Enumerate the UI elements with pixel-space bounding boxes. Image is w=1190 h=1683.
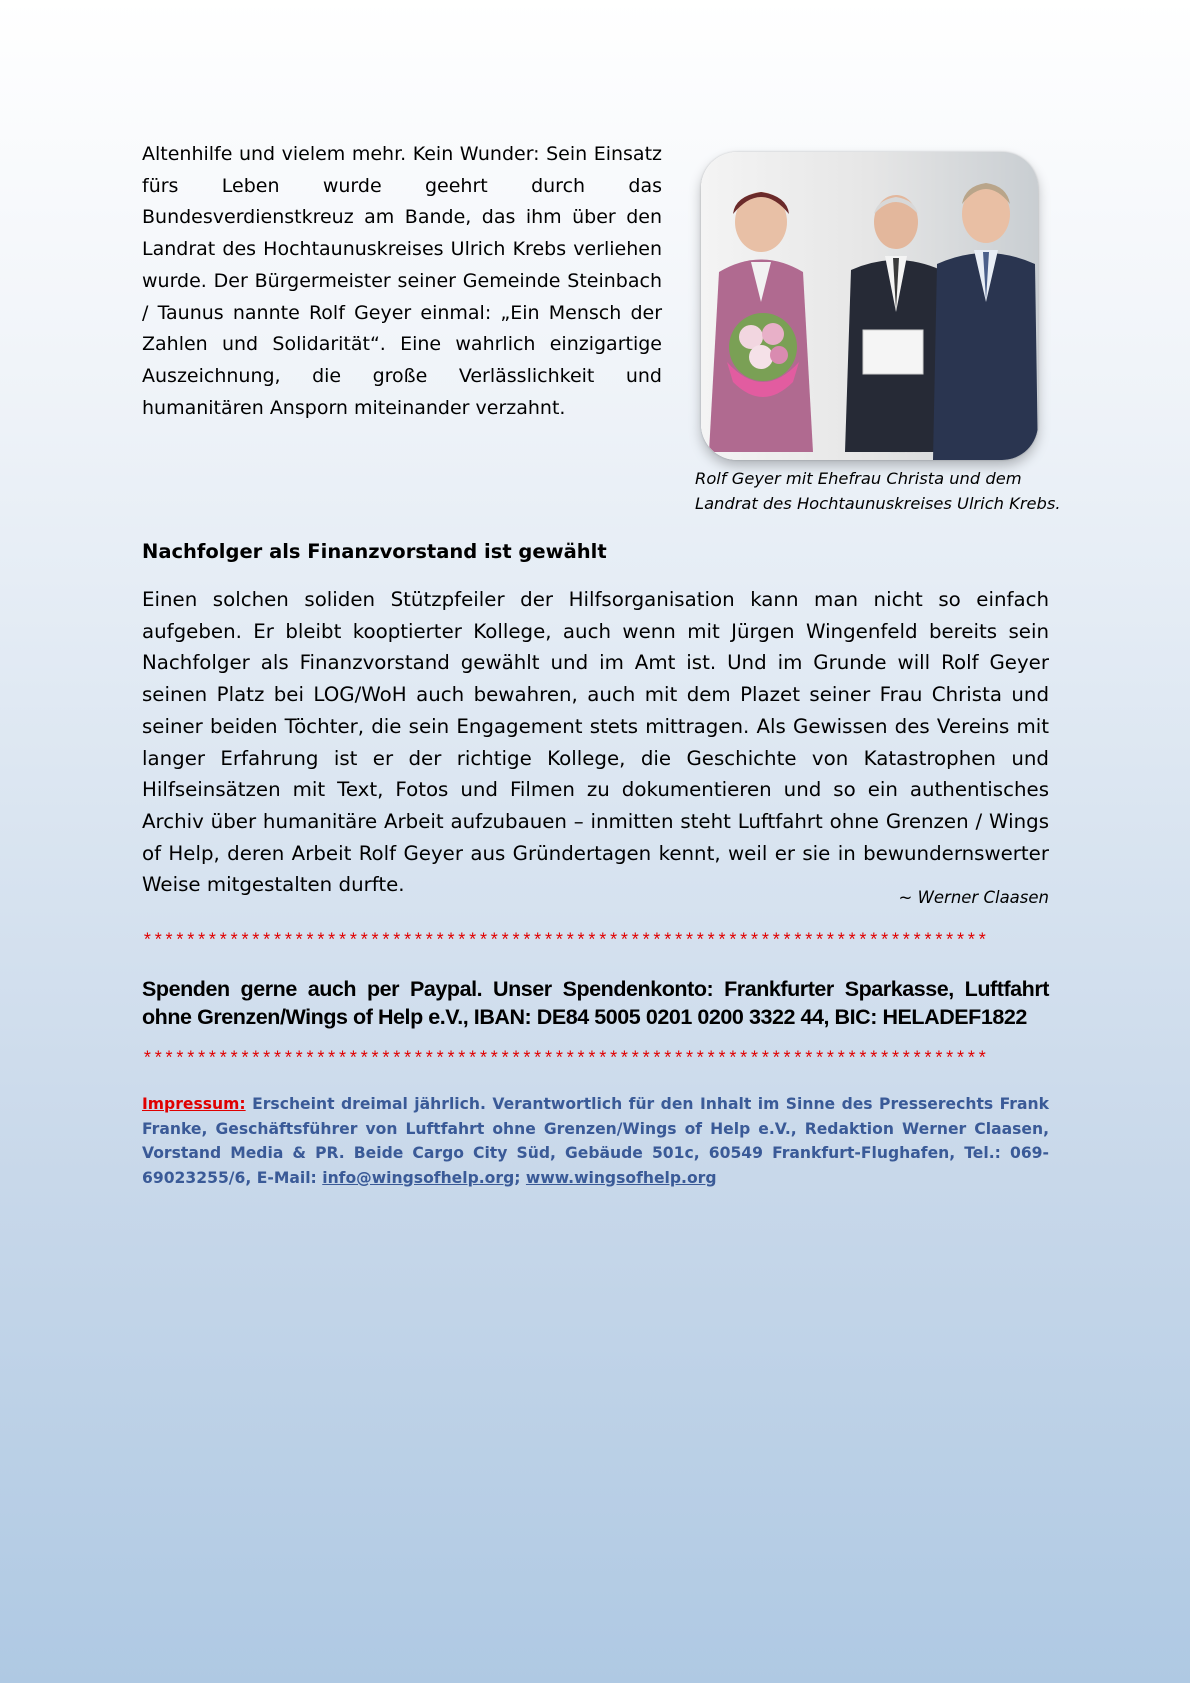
- link-separator: ;: [514, 1168, 526, 1187]
- award-photo: [701, 152, 1038, 460]
- document-page: [142, 0, 1061, 1683]
- website-link[interactable]: www.wingsofhelp.org: [525, 1168, 717, 1187]
- section-body: Einen solchen soliden Stützpfeiler der Hilfsorganisation kann man nicht so einfach aufgeben. Er bleibt kooptierter Kollege, auch wenn mit Jürgen Wingenfeld bereits sein Nachfolger als Finanzvorstand gewählt und im Amt ist. Und im Grunde will Rolf Geyer seinen Platz bei LOG/WoH auch bewahren, auch mit dem Plazet seiner Frau Christa und seiner beiden Töchter, die sein Engagement stets mittragen. Als Gewissen des Vereins mit langer Erfahrung ist er der richtige Kollege, die Geschichte von Katastrophen und Hilfseinsätzen mit Text, Fotos und Filmen zu dokumentieren und so ein authentisches Archiv über humanitäre Arbeit aufzubauen – inmitten steht Luftfahrt ohne Grenzen / Wings of Help, deren Arbeit Rolf Geyer aus Gründertagen kennt, weil er sie in bewundernswerter Weise mitgestalten durfte.: [142, 588, 1049, 897]
- photo-caption-line2: Landrat des Hochtaunuskreises Ulrich Krebs.: [695, 494, 1061, 513]
- email-link[interactable]: info@wingsofhelp.org: [322, 1168, 515, 1187]
- photo-caption-line1: Rolf Geyer mit Ehefrau Christa und dem: [695, 469, 1022, 488]
- impressum: [142, 1092, 1049, 1190]
- separator-top: ******************************************************************************: [142, 932, 988, 952]
- impressum-label: Impressum:: [142, 1095, 246, 1113]
- separator-bottom: ******************************************************************************: [142, 1050, 988, 1070]
- section-heading: Nachfolger als Finanzvorstand ist gewählt: [142, 540, 607, 563]
- author-signature: ~ Werner Claasen: [898, 888, 1049, 907]
- impressum-text: Erscheint dreimal jährlich. Verantwortlich für den Inhalt im Sinne des Presserechts Frank Franke, Geschäftsführer von Luftfahrt ohne Grenzen/Wings of Help e.V., Redaktion Werner Claasen, Vorstand Media & PR. Beide Cargo City Süd, Gebäude 501c, 60549 Frankfurt-Flughafen, Tel.: 069-69023255/6, E-Mail:: [142, 1095, 1049, 1187]
- donation-notice: Spenden gerne auch per Paypal. Unser Spendenkonto: Frankfurter Sparkasse, Luftfahrt ohne Grenzen/Wings of Help e.V., IBAN: DE84 5005 0201 0200 3322 44, BIC: HELADEF1822: [142, 977, 1049, 1029]
- photo-caption: [695, 466, 1065, 516]
- intro-paragraph: Altenhilfe und vielem mehr. Kein Wunder: Sein Einsatz fürs Leben wurde geehrt durch das Bundesverdienstkreuz am Bande, das ihm über den Landrat des Hochtaunuskreises Ulrich Krebs verliehen wurde. Der Bürgermeister seiner Gemeinde Steinbach / Taunus nannte Rolf Geyer einmal: „Ein Mensch der Zahlen und Solidarität“. Eine wahrlich einzigartige Auszeichnung, die große Verlässlichkeit und humanitären Ansporn miteinander verzahnt.: [142, 143, 662, 419]
